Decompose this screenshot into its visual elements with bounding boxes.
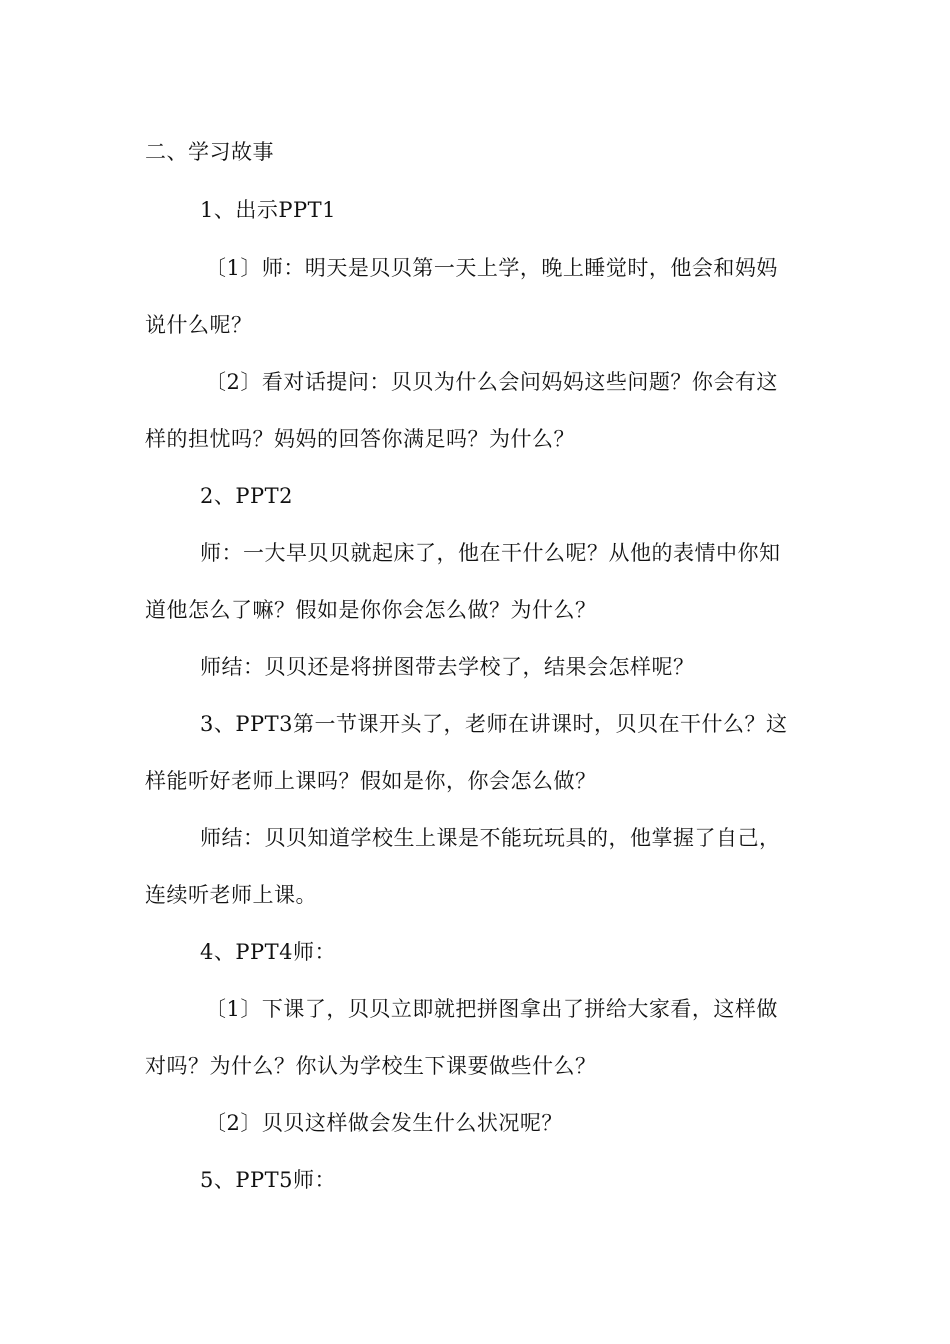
paragraph-line: 〔2〕贝贝这样做会发生什么状况呢？ xyxy=(205,1111,563,1135)
paragraph-line: 师：一大早贝贝就起床了，他在干什么呢？从他的表情中你知 xyxy=(200,541,781,565)
paragraph-line: 师结：贝贝知道学校生上课是不能玩玩具的，他掌握了自己， xyxy=(200,826,781,850)
paragraph-line: 说什么呢？ xyxy=(145,313,253,337)
paragraph-line: 3、PPT3第一节课开头了，老师在讲课时，贝贝在干什么？这 xyxy=(200,712,788,736)
paragraph-line: 样能听好老师上课吗？假如是你，你会怎么做？ xyxy=(145,769,597,793)
paragraph-line: 〔1〕下课了，贝贝立即就把拼图拿出了拼给大家看，这样做 xyxy=(205,997,778,1021)
paragraph-line: 5、PPT5师： xyxy=(200,1168,336,1192)
paragraph-line: 4、PPT4师： xyxy=(200,940,336,964)
paragraph-line: 〔1〕师：明天是贝贝第一天上学，晚上睡觉时，他会和妈妈 xyxy=(205,256,778,280)
paragraph-line: 1、出示PPT1 xyxy=(200,198,336,222)
paragraph-line: 连续听老师上课。 xyxy=(145,883,317,907)
paragraph-line: 〔2〕看对话提问：贝贝为什么会问妈妈这些问题？你会有这 xyxy=(205,370,778,394)
paragraph-line: 道他怎么了嘛？假如是你你会怎么做？为什么？ xyxy=(145,598,597,622)
section-heading: 二、学习故事 xyxy=(145,140,274,164)
paragraph-line: 样的担忧吗？妈妈的回答你满足吗？为什么？ xyxy=(145,427,575,451)
paragraph-line: 对吗？为什么？你认为学校生下课要做些什么？ xyxy=(145,1054,597,1078)
paragraph-line: 师结：贝贝还是将拼图带去学校了，结果会怎样呢？ xyxy=(200,655,695,679)
paragraph-line: 2、PPT2 xyxy=(200,484,293,508)
